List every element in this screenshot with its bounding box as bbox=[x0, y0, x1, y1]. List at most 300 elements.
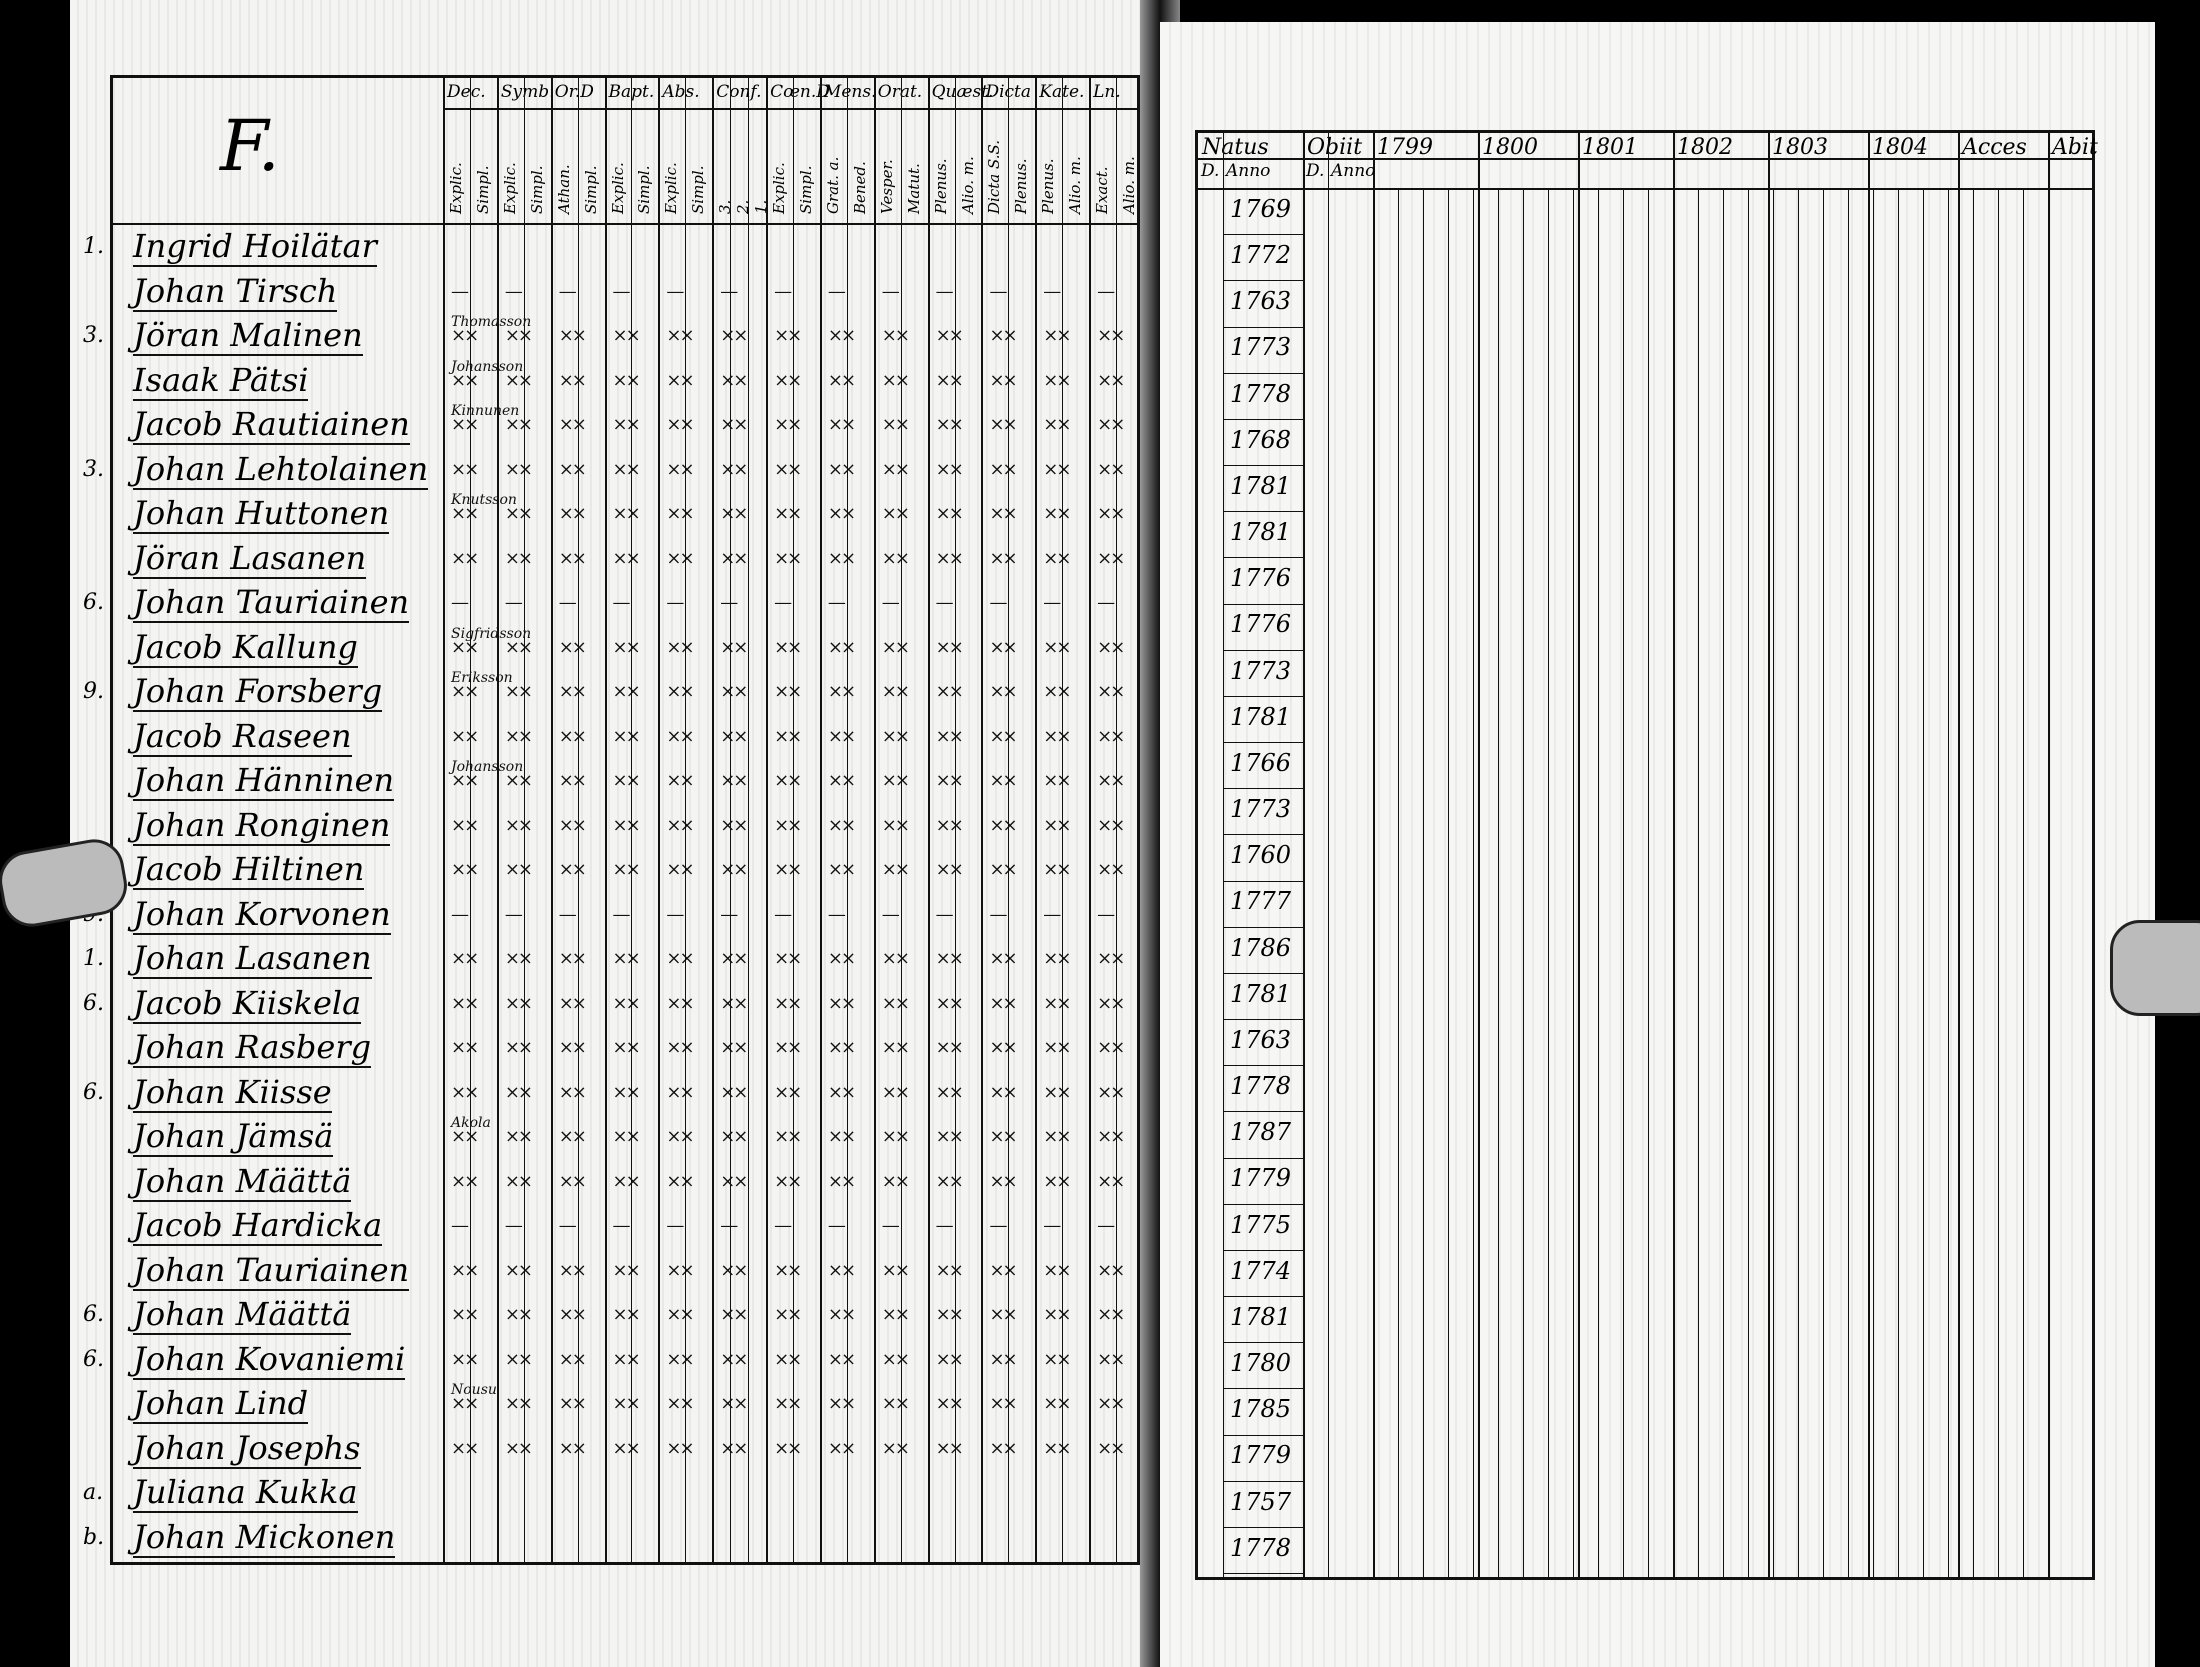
exam-mark: ×× bbox=[989, 1437, 1016, 1459]
column-header: Symb. bbox=[500, 82, 555, 102]
exam-mark: ×× bbox=[881, 992, 908, 1014]
header-divider bbox=[1198, 158, 2092, 160]
exam-mark: ×× bbox=[935, 1126, 962, 1148]
row-number: 1. bbox=[83, 946, 104, 972]
exam-mark: ×× bbox=[1043, 325, 1070, 347]
birth-year: 1777 bbox=[1230, 887, 1292, 916]
exam-mark: — bbox=[935, 280, 952, 302]
column-header: Natus bbox=[1202, 135, 1269, 160]
exam-mark: ×× bbox=[558, 1126, 585, 1148]
person-name: Johan Hänninen bbox=[133, 761, 395, 800]
exam-mark: ×× bbox=[989, 681, 1016, 703]
exam-mark: ×× bbox=[451, 1259, 478, 1281]
column-subheader: D. bbox=[1306, 161, 1325, 181]
exam-mark: — bbox=[558, 1215, 575, 1237]
year-subcolumn bbox=[1423, 188, 1424, 1577]
exam-mark: ×× bbox=[989, 369, 1016, 391]
exam-mark: ×× bbox=[720, 369, 747, 391]
person-name: Isaak Pätsi bbox=[133, 360, 309, 399]
row-number: 1. bbox=[83, 234, 104, 260]
exam-mark: ×× bbox=[774, 636, 801, 658]
subheader-divider bbox=[1198, 188, 2092, 190]
column-subheader: Explic. bbox=[662, 162, 681, 214]
exam-mark: ×× bbox=[935, 859, 962, 881]
person-name: Jöran Lasanen bbox=[133, 538, 367, 577]
row-number: 6. bbox=[83, 990, 104, 1016]
row-line bbox=[1223, 465, 1303, 466]
exam-mark: ×× bbox=[881, 770, 908, 792]
exam-mark: — bbox=[504, 280, 521, 302]
exam-mark: ×× bbox=[504, 1393, 532, 1415]
register-letter: F. bbox=[220, 105, 280, 187]
exam-mark: ×× bbox=[989, 1304, 1016, 1326]
exam-mark: ×× bbox=[774, 1081, 801, 1103]
column-divider bbox=[1868, 133, 1870, 1577]
year-subcolumn bbox=[1973, 188, 1974, 1577]
exam-mark: ×× bbox=[504, 1437, 532, 1459]
exam-mark: ×× bbox=[1043, 681, 1070, 703]
exam-mark: ×× bbox=[881, 948, 908, 970]
exam-mark: ×× bbox=[451, 992, 478, 1014]
exam-mark: ×× bbox=[1097, 992, 1124, 1014]
year-subcolumn bbox=[1848, 188, 1849, 1577]
exam-mark: ×× bbox=[881, 1348, 908, 1370]
group-divider bbox=[712, 78, 714, 1562]
column-subheader: Athan. bbox=[554, 164, 573, 214]
exam-mark: ×× bbox=[935, 770, 962, 792]
birth-year: 1778 bbox=[1230, 379, 1292, 408]
column-subheader: Explic. bbox=[608, 162, 627, 214]
column-header: Ln. bbox=[1093, 82, 1121, 102]
exam-mark: ×× bbox=[558, 1348, 585, 1370]
exam-mark: ×× bbox=[881, 814, 908, 836]
exam-mark: ×× bbox=[451, 325, 478, 347]
exam-mark: ×× bbox=[827, 1037, 855, 1059]
row-number: 3. bbox=[83, 323, 104, 349]
exam-mark: ×× bbox=[989, 770, 1016, 792]
exam-mark: ×× bbox=[666, 1304, 693, 1326]
birth-year: 1766 bbox=[1230, 748, 1292, 777]
exam-mark: ×× bbox=[1097, 414, 1124, 436]
exam-mark: ×× bbox=[612, 814, 639, 836]
exam-mark: ×× bbox=[1097, 458, 1124, 480]
birth-year: 1773 bbox=[1230, 333, 1292, 362]
exam-mark: ×× bbox=[1097, 503, 1124, 525]
exam-mark: ×× bbox=[935, 681, 962, 703]
exam-mark: ×× bbox=[451, 1170, 478, 1192]
exam-mark: ×× bbox=[827, 369, 855, 391]
person-name: Johan Lind bbox=[133, 1384, 309, 1423]
row-line bbox=[1223, 373, 1303, 374]
exam-mark: ×× bbox=[558, 1304, 585, 1326]
column-divider bbox=[1768, 133, 1770, 1577]
column-header: Mens. bbox=[823, 82, 877, 102]
exam-mark: ×× bbox=[774, 859, 801, 881]
year-subcolumn bbox=[1948, 188, 1949, 1577]
exam-mark: ×× bbox=[666, 859, 693, 881]
exam-mark: ×× bbox=[989, 1393, 1016, 1415]
exam-mark: ×× bbox=[612, 369, 639, 391]
exam-mark: ×× bbox=[504, 1304, 532, 1326]
exam-mark: — bbox=[827, 592, 844, 614]
exam-mark: ×× bbox=[1097, 325, 1124, 347]
exam-mark: ×× bbox=[935, 1304, 962, 1326]
year-subcolumn bbox=[1898, 188, 1899, 1577]
exam-mark: ×× bbox=[666, 503, 693, 525]
exam-mark: ×× bbox=[1097, 1037, 1124, 1059]
year-subcolumn bbox=[1698, 188, 1699, 1577]
row-line bbox=[1223, 1481, 1303, 1482]
exam-mark: — bbox=[881, 903, 898, 925]
exam-mark: ×× bbox=[774, 458, 801, 480]
exam-mark: ×× bbox=[881, 725, 908, 747]
row-line bbox=[1223, 419, 1303, 420]
exam-mark: ×× bbox=[558, 503, 585, 525]
exam-mark: ×× bbox=[558, 725, 585, 747]
row-line bbox=[1223, 881, 1303, 882]
exam-mark: ×× bbox=[451, 369, 478, 391]
exam-mark: — bbox=[720, 592, 737, 614]
exam-mark: ×× bbox=[827, 1393, 855, 1415]
exam-mark: ×× bbox=[612, 725, 639, 747]
exam-mark: ×× bbox=[881, 369, 908, 391]
exam-mark: ×× bbox=[774, 547, 801, 569]
exam-mark: ×× bbox=[827, 814, 855, 836]
birth-year: 1776 bbox=[1230, 610, 1292, 639]
column-subheader: Explic. bbox=[770, 162, 789, 214]
row-line bbox=[1223, 834, 1303, 835]
birth-year: 1778 bbox=[1230, 1072, 1292, 1101]
exam-mark: ×× bbox=[989, 725, 1016, 747]
column-header: Conf. bbox=[716, 82, 762, 102]
exam-mark: ×× bbox=[989, 948, 1016, 970]
row-line bbox=[1223, 927, 1303, 928]
exam-mark: ×× bbox=[989, 547, 1016, 569]
exam-mark: ×× bbox=[935, 1437, 962, 1459]
column-subheader: Explic. bbox=[447, 162, 465, 214]
column-divider bbox=[1373, 133, 1375, 1577]
year-subcolumn bbox=[1548, 188, 1549, 1577]
exam-mark: ×× bbox=[612, 1126, 639, 1148]
exam-mark: ×× bbox=[1043, 1437, 1070, 1459]
exam-mark: ×× bbox=[827, 681, 855, 703]
group-divider bbox=[658, 78, 660, 1562]
exam-mark: ×× bbox=[935, 414, 962, 436]
exam-mark: ×× bbox=[558, 681, 585, 703]
exam-mark: ×× bbox=[827, 414, 855, 436]
exam-mark: — bbox=[1043, 1215, 1060, 1237]
exam-mark: — bbox=[612, 1215, 629, 1237]
row-line bbox=[1223, 511, 1303, 512]
exam-mark: — bbox=[881, 592, 898, 614]
exam-mark: ×× bbox=[881, 1126, 908, 1148]
exam-mark: ×× bbox=[612, 948, 639, 970]
column-header: Acces bbox=[1962, 135, 2027, 160]
exam-mark: ×× bbox=[989, 992, 1016, 1014]
exam-mark: ×× bbox=[504, 1081, 532, 1103]
exam-mark: — bbox=[504, 1215, 521, 1237]
exam-mark: ×× bbox=[827, 1259, 855, 1281]
year-subcolumn bbox=[1998, 188, 1999, 1577]
person-name: Johan Forsberg bbox=[133, 672, 383, 711]
exam-mark: — bbox=[720, 1215, 737, 1237]
column-header: Abs. bbox=[662, 82, 700, 102]
birth-year: 1781 bbox=[1230, 1302, 1292, 1331]
row-number: b. bbox=[83, 1524, 105, 1550]
exam-mark: ×× bbox=[612, 503, 639, 525]
exam-mark: ×× bbox=[1097, 547, 1124, 569]
person-name: Jacob Hiltinen bbox=[133, 850, 365, 889]
birth-year: 1760 bbox=[1230, 841, 1292, 870]
exam-mark: ×× bbox=[827, 1081, 855, 1103]
exam-mark: ×× bbox=[881, 1304, 908, 1326]
person-name: Johan Mickonen bbox=[133, 1517, 396, 1556]
year-subcolumn bbox=[1473, 188, 1474, 1577]
exam-mark: ×× bbox=[935, 1348, 962, 1370]
year-subcolumn bbox=[1398, 188, 1399, 1577]
exam-mark: ×× bbox=[504, 636, 532, 658]
person-name: Johan Lehtolainen bbox=[133, 449, 429, 488]
exam-mark: — bbox=[827, 280, 844, 302]
exam-mark: ×× bbox=[881, 859, 908, 881]
exam-mark: ×× bbox=[504, 369, 532, 391]
exam-mark: ×× bbox=[881, 1081, 908, 1103]
exam-mark: — bbox=[827, 903, 844, 925]
exam-mark: ×× bbox=[881, 503, 908, 525]
exam-mark: ×× bbox=[558, 458, 585, 480]
exam-mark: ×× bbox=[1043, 1170, 1070, 1192]
exam-mark: ×× bbox=[451, 725, 478, 747]
exam-mark: ×× bbox=[827, 458, 855, 480]
exam-mark: ×× bbox=[774, 992, 801, 1014]
column-header: 1804 bbox=[1872, 135, 1928, 160]
column-subheader: Anno bbox=[1331, 161, 1376, 181]
exam-mark: ×× bbox=[1097, 1348, 1124, 1370]
margin-note: Sigfridsson bbox=[451, 625, 532, 642]
exam-mark: ×× bbox=[504, 1348, 532, 1370]
exam-mark: ×× bbox=[666, 1170, 693, 1192]
exam-mark: ×× bbox=[451, 1126, 478, 1148]
exam-mark: ×× bbox=[720, 1126, 747, 1148]
column-divider bbox=[2048, 133, 2050, 1577]
exam-mark: ×× bbox=[1043, 725, 1070, 747]
column-subheader: Simpl. bbox=[689, 165, 708, 214]
column-subheader: Bened. bbox=[850, 161, 869, 214]
exam-mark: — bbox=[720, 280, 737, 302]
exam-mark: ×× bbox=[451, 458, 478, 480]
exam-mark: ×× bbox=[774, 1037, 801, 1059]
exam-mark: ×× bbox=[451, 1348, 478, 1370]
exam-mark: ×× bbox=[774, 770, 801, 792]
exam-mark: ×× bbox=[720, 770, 747, 792]
column-subheader: Grat. a. bbox=[823, 156, 842, 214]
exam-mark: ×× bbox=[881, 1037, 908, 1059]
column-header: Kate. bbox=[1039, 82, 1085, 102]
exam-mark: ×× bbox=[451, 636, 478, 658]
exam-mark: ×× bbox=[827, 948, 855, 970]
row-number: 6. bbox=[83, 1346, 104, 1372]
exam-mark: ×× bbox=[827, 1126, 855, 1148]
exam-mark: ×× bbox=[774, 1437, 801, 1459]
column-subheader: Matut. bbox=[904, 163, 923, 214]
exam-mark: ×× bbox=[612, 1037, 639, 1059]
exam-mark: ×× bbox=[935, 1259, 962, 1281]
exam-mark: — bbox=[666, 592, 683, 614]
exam-mark: — bbox=[666, 903, 683, 925]
exam-mark: ×× bbox=[504, 1259, 532, 1281]
exam-mark: ×× bbox=[504, 1170, 532, 1192]
right-register-table bbox=[1195, 130, 2098, 1580]
exam-mark: ×× bbox=[666, 770, 693, 792]
exam-mark: ×× bbox=[720, 948, 747, 970]
page-clip-right bbox=[2110, 920, 2200, 1016]
column-subheader: D. bbox=[1201, 161, 1220, 181]
person-name: Johan Kovaniemi bbox=[133, 1339, 406, 1378]
row-line bbox=[1223, 1296, 1303, 1297]
exam-mark: ×× bbox=[1097, 1259, 1124, 1281]
exam-mark: ×× bbox=[935, 814, 962, 836]
exam-mark: ×× bbox=[504, 325, 532, 347]
exam-mark: ×× bbox=[774, 1259, 801, 1281]
exam-mark: ×× bbox=[989, 325, 1016, 347]
margin-note: Nousu bbox=[451, 1382, 497, 1399]
year-subcolumn bbox=[1573, 188, 1574, 1577]
exam-mark: — bbox=[612, 592, 629, 614]
exam-mark: — bbox=[774, 280, 791, 302]
exam-mark: ×× bbox=[504, 725, 532, 747]
exam-mark: — bbox=[1097, 903, 1114, 925]
exam-mark: ×× bbox=[1043, 369, 1070, 391]
exam-mark: ×× bbox=[558, 859, 585, 881]
exam-mark: ×× bbox=[451, 1081, 478, 1103]
exam-mark: ×× bbox=[881, 325, 908, 347]
birth-year: 1769 bbox=[1230, 194, 1292, 223]
exam-mark: ×× bbox=[989, 1170, 1016, 1192]
birth-year: 1779 bbox=[1230, 1164, 1292, 1193]
exam-mark: — bbox=[881, 1215, 898, 1237]
group-divider bbox=[766, 78, 768, 1562]
exam-mark: — bbox=[881, 280, 898, 302]
exam-mark: ×× bbox=[720, 814, 747, 836]
sub-divider bbox=[1223, 133, 1224, 1577]
exam-mark: ×× bbox=[666, 636, 693, 658]
column-divider bbox=[1958, 133, 1960, 1577]
exam-mark: — bbox=[1043, 592, 1060, 614]
exam-mark: — bbox=[558, 903, 575, 925]
exam-mark: — bbox=[558, 592, 575, 614]
group-divider bbox=[1089, 78, 1091, 1562]
exam-mark: ×× bbox=[612, 859, 639, 881]
row-number: 6. bbox=[83, 590, 104, 616]
exam-mark: ×× bbox=[666, 1437, 693, 1459]
exam-mark: ×× bbox=[451, 859, 478, 881]
exam-mark: ×× bbox=[666, 325, 693, 347]
exam-mark: ×× bbox=[504, 1126, 532, 1148]
exam-mark: ×× bbox=[612, 1348, 639, 1370]
exam-mark: ×× bbox=[935, 636, 962, 658]
exam-mark: ×× bbox=[1043, 1259, 1070, 1281]
exam-mark: ×× bbox=[451, 770, 478, 792]
exam-mark: ×× bbox=[989, 636, 1016, 658]
exam-mark: ×× bbox=[720, 1437, 747, 1459]
exam-mark: ×× bbox=[558, 1037, 585, 1059]
birth-year: 1773 bbox=[1230, 656, 1292, 685]
row-line bbox=[1223, 1158, 1303, 1159]
exam-mark: ×× bbox=[558, 992, 585, 1014]
row-line bbox=[1223, 604, 1303, 605]
exam-mark: ×× bbox=[774, 1170, 801, 1192]
person-name: Johan Kiisse bbox=[133, 1072, 332, 1111]
exam-mark: ×× bbox=[720, 1348, 747, 1370]
column-subheader: Simpl. bbox=[581, 165, 600, 214]
column-subheader: Plenus. bbox=[931, 158, 950, 214]
header-label-divider bbox=[443, 108, 1137, 110]
exam-mark: — bbox=[720, 903, 737, 925]
exam-mark: — bbox=[558, 280, 575, 302]
row-line bbox=[1223, 1204, 1303, 1205]
exam-mark: ×× bbox=[935, 1393, 962, 1415]
exam-mark: ×× bbox=[720, 1304, 747, 1326]
exam-mark: ×× bbox=[1097, 636, 1124, 658]
row-line bbox=[1223, 557, 1303, 558]
exam-mark: ×× bbox=[612, 1081, 639, 1103]
exam-mark: — bbox=[935, 1215, 952, 1237]
exam-mark: ×× bbox=[612, 1259, 639, 1281]
year-subcolumn bbox=[1623, 188, 1624, 1577]
exam-mark: — bbox=[1043, 280, 1060, 302]
exam-mark: ×× bbox=[720, 1259, 747, 1281]
person-name: Ingrid Hoilätar bbox=[133, 227, 377, 266]
exam-mark: ×× bbox=[451, 1437, 478, 1459]
exam-mark: ×× bbox=[1043, 1126, 1070, 1148]
exam-mark: ×× bbox=[504, 948, 532, 970]
exam-mark: ×× bbox=[827, 1437, 855, 1459]
row-line bbox=[1223, 1388, 1303, 1389]
row-line bbox=[1223, 650, 1303, 651]
exam-mark: ×× bbox=[612, 1437, 639, 1459]
exam-mark: ×× bbox=[666, 1348, 693, 1370]
exam-mark: ×× bbox=[774, 414, 801, 436]
person-name: Johan Tirsch bbox=[133, 271, 338, 310]
exam-mark: ×× bbox=[827, 325, 855, 347]
column-header: 1800 bbox=[1482, 135, 1538, 160]
exam-mark: ×× bbox=[881, 1259, 908, 1281]
column-header: Dec. bbox=[447, 82, 486, 102]
row-line bbox=[1223, 973, 1303, 974]
exam-mark: ×× bbox=[774, 1348, 801, 1370]
exam-mark: ×× bbox=[720, 1081, 747, 1103]
exam-mark: ×× bbox=[881, 414, 908, 436]
exam-mark: — bbox=[774, 903, 791, 925]
column-header: 1799 bbox=[1377, 135, 1433, 160]
margin-note: Thomasson bbox=[451, 314, 532, 331]
exam-mark: ×× bbox=[612, 770, 639, 792]
row-line bbox=[1223, 327, 1303, 328]
left-register-table bbox=[83, 75, 1140, 1565]
exam-mark: ×× bbox=[1097, 814, 1124, 836]
row-line bbox=[1223, 1435, 1303, 1436]
exam-mark: ×× bbox=[881, 547, 908, 569]
year-subcolumn bbox=[1498, 188, 1499, 1577]
person-name: Jacob Kallung bbox=[133, 627, 358, 666]
person-name: Johan Rasberg bbox=[133, 1028, 372, 1067]
exam-mark: ×× bbox=[504, 458, 532, 480]
exam-mark: — bbox=[504, 903, 521, 925]
row-line bbox=[1223, 234, 1303, 235]
person-name: Johan Huttonen bbox=[133, 494, 390, 533]
birth-year: 1776 bbox=[1230, 564, 1292, 593]
exam-mark: ×× bbox=[935, 547, 962, 569]
